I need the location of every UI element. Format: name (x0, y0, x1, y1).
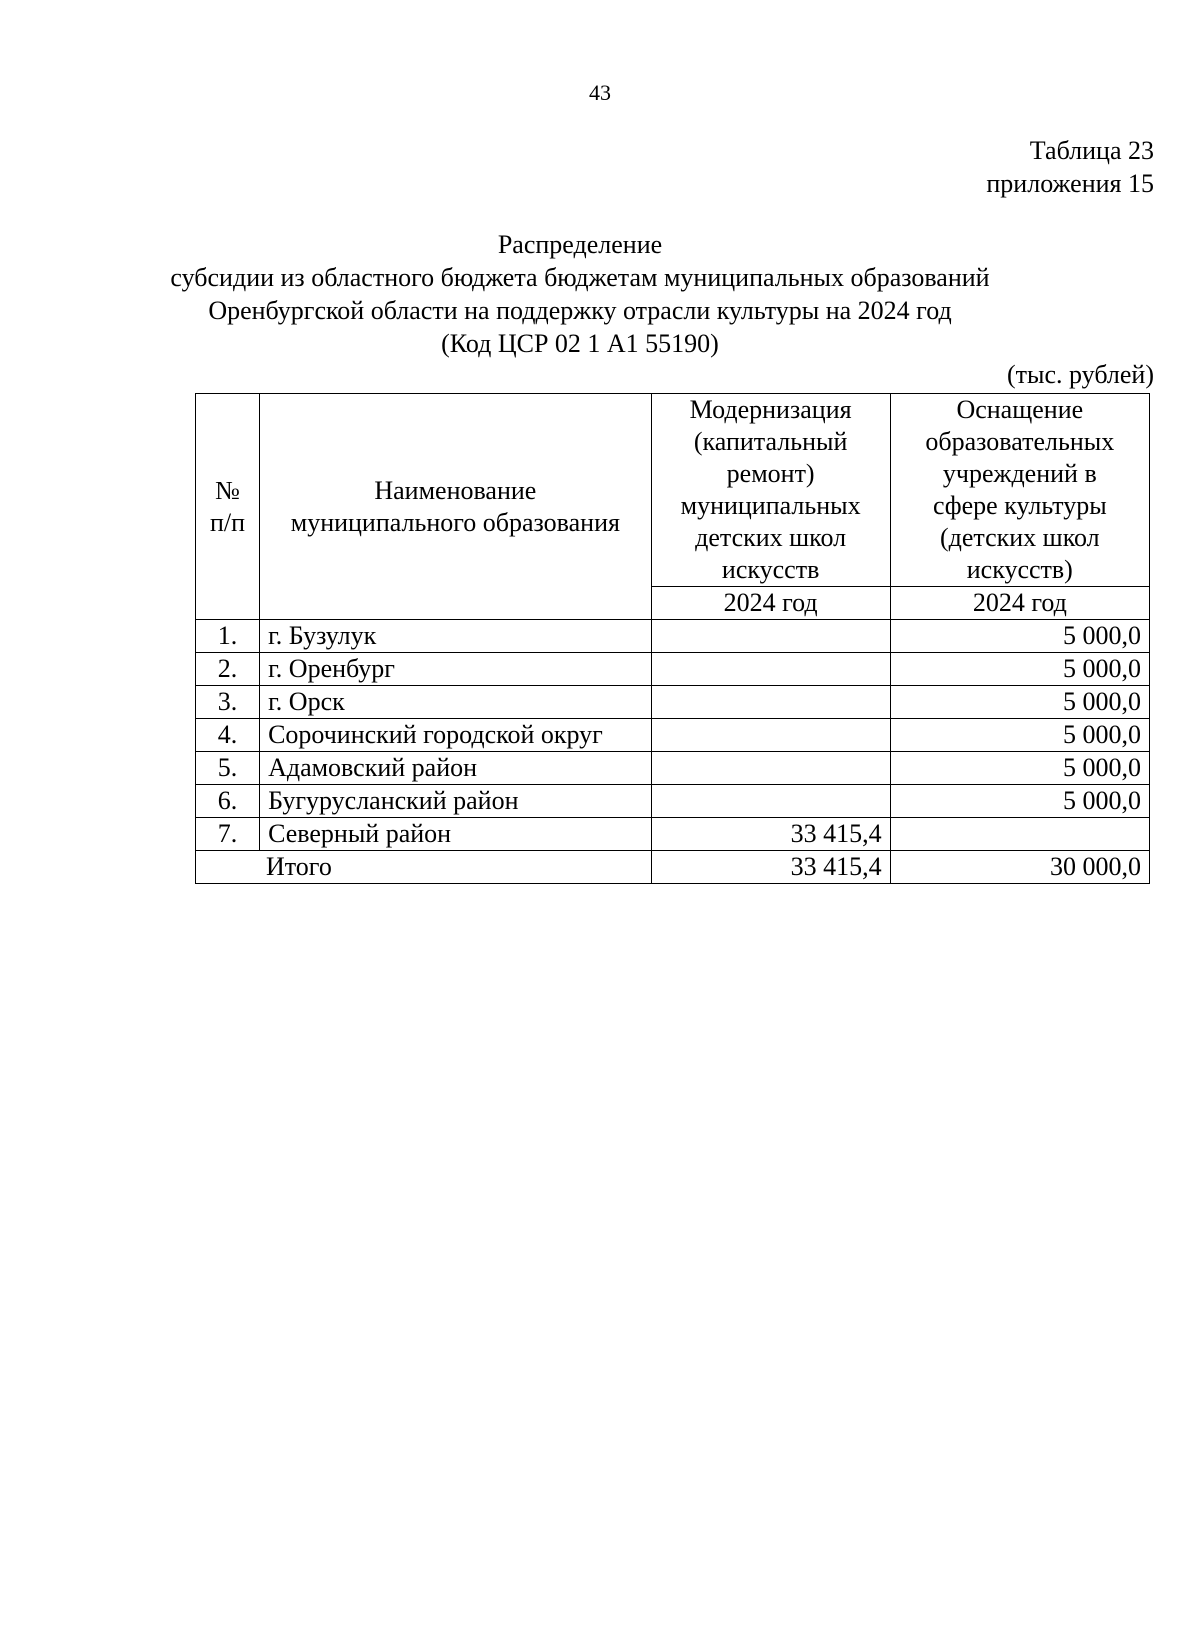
table-row (196, 719, 1150, 752)
header-equipment: Оснащение образовательных учреждений в сфере культуры (детских школ искусств) (890, 394, 1149, 587)
header-year-equipment: 2024 год (890, 587, 1149, 620)
header-modernization: Модернизация (капитальный ремонт) муниципальных детских школ искусств (651, 394, 890, 587)
row-modernization (651, 620, 890, 653)
title-line-3: Оренбургской области на поддержку отрасли культуры на 2024 год (208, 296, 952, 325)
row-municipality: Адамовский район (260, 752, 652, 785)
row-equipment: 5 000,0 (890, 653, 1149, 686)
row-municipality: г. Оренбург (260, 653, 652, 686)
table-row (196, 818, 1150, 851)
header-municipality: Наименование муниципального образования (260, 394, 652, 620)
row-equipment: 5 000,0 (890, 719, 1149, 752)
total-modernization: 33 415,4 (651, 851, 890, 884)
row-municipality: Сорочинский городской округ (260, 719, 652, 752)
row-municipality: г. Орск (260, 686, 652, 719)
row-municipality: Бугурусланский район (260, 785, 652, 818)
title-line-2: субсидии из областного бюджета бюджетам муниципальных образований (170, 263, 990, 292)
table-row (196, 620, 1150, 653)
row-number: 6. (196, 785, 260, 818)
row-municipality: г. Бузулук (260, 620, 652, 653)
header-year-modernization: 2024 год (651, 587, 890, 620)
row-equipment: 5 000,0 (890, 686, 1149, 719)
row-equipment: 5 000,0 (890, 785, 1149, 818)
table-reference-line-1: Таблица 23 (1029, 136, 1154, 165)
row-number: 1. (196, 620, 260, 653)
row-modernization (651, 752, 890, 785)
table-reference (986, 134, 1154, 200)
row-modernization: 33 415,4 (651, 818, 890, 851)
row-municipality: Северный район (260, 818, 652, 851)
row-number: 7. (196, 818, 260, 851)
row-modernization (651, 719, 890, 752)
row-equipment (890, 818, 1149, 851)
table-row (196, 653, 1150, 686)
row-modernization (651, 785, 890, 818)
row-number: 3. (196, 686, 260, 719)
title-line-4: (Код ЦСР 02 1 А1 55190) (441, 329, 719, 358)
table-row (196, 785, 1150, 818)
row-number: 4. (196, 719, 260, 752)
title-line-1: Распределение (497, 230, 663, 259)
row-equipment: 5 000,0 (890, 620, 1149, 653)
units-label: (тыс. рублей) (1006, 360, 1154, 389)
row-equipment: 5 000,0 (890, 752, 1149, 785)
row-modernization (651, 686, 890, 719)
table-reference-line-2: приложения 15 (986, 169, 1154, 198)
row-number: 5. (196, 752, 260, 785)
total-row (196, 851, 1150, 884)
page-number: 43 (589, 80, 611, 105)
table-row (196, 752, 1150, 785)
total-equipment: 30 000,0 (890, 851, 1149, 884)
distribution-table (195, 393, 1150, 884)
header-number: № п/п (196, 394, 260, 620)
row-modernization (651, 653, 890, 686)
total-label: Итого (196, 851, 652, 884)
table-row (196, 686, 1150, 719)
row-number: 2. (196, 653, 260, 686)
document-title (0, 228, 1160, 360)
